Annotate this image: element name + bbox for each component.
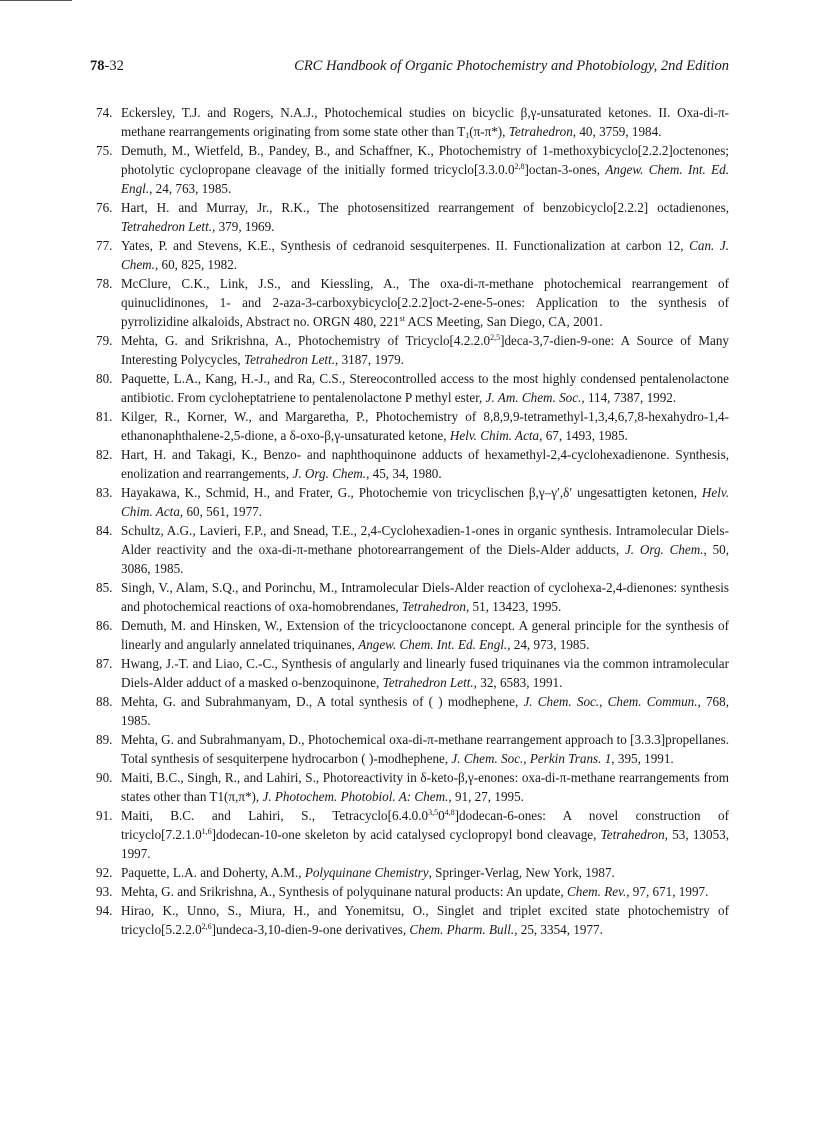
reference-item: [96, 369, 729, 407]
citation-text: , Springer-Verlag, New York, 1987.: [428, 865, 615, 880]
citation-source: Tetrahedron Lett.: [121, 219, 213, 234]
citation-text: , 24, 973, 1985.: [507, 637, 590, 652]
reference-number: 86.: [96, 618, 113, 633]
reference-number: 92.: [96, 865, 113, 880]
citation-text: Hwang, J.-T. and Liao, C.-C., Synthesis of angularly and linearly fused triquinanes via the common intramolecular Diels-Alder adduct of a masked o-benzoquinone,: [121, 656, 729, 690]
citation-text: ]deca-3,7-dien-9-one: A Source of Many Interesting Polycycles,: [121, 333, 729, 367]
citation-text: Maiti, B.C. and Lahiri, S., Tetracyclo[6.4.0.0: [121, 808, 429, 823]
citation-source: Polyquinane Chemistry: [304, 865, 429, 880]
citation-source: Tetrahedron: [401, 599, 466, 614]
running-title: CRC Handbook of Organic Photochemistry and Photobiology, 2nd Edition: [294, 58, 729, 74]
citation-source: Tetrahedron Lett.: [243, 352, 336, 367]
citation-text: , 32, 6583, 1991.: [473, 675, 563, 690]
reference-item: [96, 521, 729, 578]
citation-text: Maiti, B.C., Singh, R., and Lahiri, S., Photoreactivity in δ-keto-β,γ-enones: oxa-di-π-methane rearrangements from states other than T1(π,π*),: [121, 770, 729, 804]
citation-sup: 2,8: [514, 162, 525, 171]
reference-item: [96, 882, 729, 901]
reference-number: 84.: [96, 523, 113, 538]
citation-text: , 379, 1969.: [212, 219, 275, 234]
reference-item: [96, 730, 729, 768]
citation-source: J. Photochem. Photobiol. A: Chem.: [262, 789, 449, 804]
citation-source: Angew. Chem. Int. Ed. Engl.: [358, 637, 508, 652]
reference-item: [96, 331, 729, 369]
citation-source: J. Chem. Soc., Chem. Commun.: [523, 694, 698, 709]
reference-number: 75.: [96, 143, 113, 158]
page-number: [90, 58, 124, 75]
citation-text: ]dodecan-10-one skeleton by acid catalysed cyclopropyl bond cleavage,: [211, 827, 601, 842]
citation-text: , 53, 13053, 1997.: [121, 827, 729, 861]
citation-text: Hirao, K., Unno, S., Miura, H., and Yonemitsu, O., Singlet and triplet excited state photochemistry of tricyclo[5.2.2.0: [121, 903, 729, 937]
reference-item: [96, 616, 729, 654]
reference-number: 76.: [96, 200, 113, 215]
citation-text: Mehta, G. and Subrahmanyam, D., Photochemical oxa-di-π-methane rearrangement approach to [3.3.3]propellanes. Total synthesis of sesquiterpene hydrocarbon ( )-modhephene,: [121, 732, 729, 766]
reference-item: [96, 768, 729, 806]
citation-text: Hart, H. and Takagi, K., Benzo- and naphthoquinone adducts of hexamethyl-2,4-cyclohexadienone. Synthesis, enolization and rearrangements,: [121, 447, 729, 481]
citation-source: Tetrahedron: [600, 827, 665, 842]
reference-number: 79.: [96, 333, 113, 348]
reference-number: 82.: [96, 447, 113, 462]
citation-text: Singh, V., Alam, S.Q., and Porinchu, M., Intramolecular Diels-Alder reaction of cyclohexa-2,4-dienones: synthesis and photochemical reactions of oxa-homobrendanes,: [121, 580, 729, 614]
citation-sup: 4,8: [444, 808, 455, 817]
reference-item: [96, 141, 729, 198]
reference-item: [96, 863, 729, 882]
citation-source: J. Org. Chem.: [624, 542, 704, 557]
citation-text: Mehta, G. and Srikrishna, A., Photochemistry of Tricyclo[4.2.2.0: [121, 333, 491, 348]
citation-source: Helv. Chim. Acta: [449, 428, 540, 443]
citation-text: Hart, H. and Murray, Jr., R.K., The photosensitized rearrangement of benzobicyclo[2.2.2] octadienones,: [121, 200, 729, 215]
citation-text: , 50, 3086, 1985.: [121, 542, 729, 576]
citation-text: , 25, 3354, 1977.: [514, 922, 603, 937]
citation-sup: 2,5: [490, 333, 501, 342]
citation-text: Demuth, M., Wietfeld, B., Pandey, B., and Schaffner, K., Photochemistry of 1-methoxybicyclo[2.2.2]octenones; photolytic cyclopropane cleavage of the initially formed tricyclo[3.3.0.0: [121, 143, 729, 177]
citation-text: Eckersley, T.J. and Rogers, N.A.J., Photochemical studies on bicyclic β,γ-unsaturated ketones. II. Oxa-di-π-methane rearrangements originating from some state other than T: [121, 105, 729, 139]
citation-sup: st: [399, 314, 405, 323]
citation-sup: 3,5: [428, 808, 439, 817]
reference-item: [96, 407, 729, 445]
reference-number: 91.: [96, 808, 113, 823]
citation-text: 0: [438, 808, 445, 823]
citation-sub: 1: [465, 131, 470, 140]
reference-number: 88.: [96, 694, 113, 709]
reference-number: 85.: [96, 580, 113, 595]
citation-text: , 60, 561, 1977.: [179, 504, 263, 519]
reference-item: [96, 901, 729, 939]
reference-item: [96, 654, 729, 692]
reference-item: [96, 483, 729, 521]
reference-item: [96, 103, 729, 141]
citation-text: Hayakawa, K., Schmid, H., and Frater, G., Photochemie von tricyclischen β,γ–γ′,δ′ ungesattigten ketonen,: [121, 485, 702, 500]
reference-number: 94.: [96, 903, 113, 918]
reference-number: 78.: [96, 276, 113, 291]
citation-source: Tetrahedron Lett.: [382, 675, 474, 690]
page-number-chapter: 78: [90, 58, 105, 74]
reference-item: [96, 198, 729, 236]
citation-source: Tetrahedron: [508, 124, 573, 139]
citation-text: Mehta, G. and Subrahmanyam, D., A total synthesis of ( ) modhephene,: [121, 694, 524, 709]
citation-source: Can. J. Chem.: [121, 238, 729, 272]
citation-text: , 67, 1493, 1985.: [539, 428, 628, 443]
citation-text: , 24, 763, 1985.: [149, 181, 232, 196]
citation-source: Chem. Pharm. Bull.: [409, 922, 515, 937]
citation-source: Chem. Rev.: [567, 884, 627, 899]
reference-item: [96, 692, 729, 730]
citation-text: Paquette, L.A., Kang, H.-J., and Ra, C.S., Stereocontrolled access to the most highly condensed pentalenolactone antibiotic. From cycloheptatriene to pentalenolactone P methyl ester,: [121, 371, 729, 405]
citation-text: ACS Meeting, San Diego, CA, 2001.: [404, 314, 603, 329]
citation-text: , 768, 1985.: [121, 694, 729, 728]
citation-text: Demuth, M. and Hinsken, W., Extension of the tricyclooctanone concept. A general principle for the synthesis of linearly and angularly annelated triquinanes,: [121, 618, 729, 652]
reference-number: 90.: [96, 770, 113, 785]
citation-sup: 1,6: [201, 827, 212, 836]
citation-text: ]octan-3-ones,: [524, 162, 606, 177]
page-header: [90, 58, 729, 78]
reference-item: [96, 236, 729, 274]
citation-text: Schultz, A.G., Lavieri, F.P., and Snead, T.E., 2,4-Cyclohexadien-1-ones in organic synthesis. Intramolecular Diels-Alder reactivity and the oxa-di-π-methane photorearrangement of the Diels-Alder adducts,: [121, 523, 729, 557]
reference-number: 89.: [96, 732, 113, 747]
reference-item: [96, 578, 729, 616]
reference-list: [96, 103, 729, 939]
page-number-page: -32: [104, 58, 124, 74]
citation-text: , 3187, 1979.: [335, 352, 405, 367]
citation-text: , 91, 27, 1995.: [448, 789, 524, 804]
reference-number: 74.: [96, 105, 113, 120]
reference-item: [96, 445, 729, 483]
reference-item: [96, 274, 729, 331]
citation-source: J. Org. Chem.: [292, 466, 367, 481]
reference-item: [96, 806, 729, 863]
reference-number: 77.: [96, 238, 113, 253]
citation-text: ]dodecan-6-ones: A novel construction of tricyclo[7.2.1.0: [121, 808, 729, 842]
citation-text: , 114, 7387, 1992.: [581, 390, 677, 405]
citation-source: J. Chem. Soc., Perkin Trans. 1: [451, 751, 612, 766]
citation-text: (π-π*),: [469, 124, 509, 139]
citation-text: Paquette, L.A. and Doherty, A.M.,: [121, 865, 305, 880]
reference-number: 83.: [96, 485, 113, 500]
reference-number: 87.: [96, 656, 113, 671]
citation-text: Mehta, G. and Srikrishna, A., Synthesis of polyquinane natural products: An update,: [121, 884, 567, 899]
citation-source: Angew. Chem. Int. Ed. Engl.: [121, 162, 730, 196]
citation-text: Kilger, R., Korner, W., and Margaretha, P., Photochemistry of 8,8,9,9-tetramethyl-1,3,4,6,7,8-hexahydro-1,4-ethanonaphthalene-2,5-dione, a δ-oxo-β,γ-unsaturated ketone,: [121, 409, 729, 443]
citation-text: , 97, 671, 1997.: [626, 884, 709, 899]
citation-source: J. Am. Chem. Soc.: [485, 390, 582, 405]
citation-text: , 60, 825, 1982.: [154, 257, 238, 272]
citation-text: , 45, 34, 1980.: [366, 466, 442, 481]
reference-number: 81.: [96, 409, 113, 424]
reference-number: 93.: [96, 884, 113, 899]
corner-rule: [0, 0, 72, 1]
citation-source: Helv. Chim. Acta: [121, 485, 729, 519]
citation-text: Yates, P. and Stevens, K.E., Synthesis of cedranoid sesquiterpenes. II. Functionalization at carbon 12,: [121, 238, 690, 253]
citation-text: , 51, 13423, 1995.: [465, 599, 562, 614]
citation-text: , 40, 3759, 1984.: [572, 124, 662, 139]
citation-sup: 2,6: [201, 922, 212, 931]
citation-text: ]undeca-3,10-dien-9-one derivatives,: [211, 922, 410, 937]
citation-text: , 395, 1991.: [611, 751, 674, 766]
reference-number: 80.: [96, 371, 113, 386]
citation-text: McClure, C.K., Link, J.S., and Kiessling, A., The oxa-di-π-methane photochemical rearrangement of quinuclidinones, 1- and 2-aza-3-carboxybicyclo[2.2.2]oct-2-ene-5-ones: Application to the synthesis of pyrrolizidine alkaloids, Abstract no. ORGN 480, 221: [121, 276, 729, 329]
